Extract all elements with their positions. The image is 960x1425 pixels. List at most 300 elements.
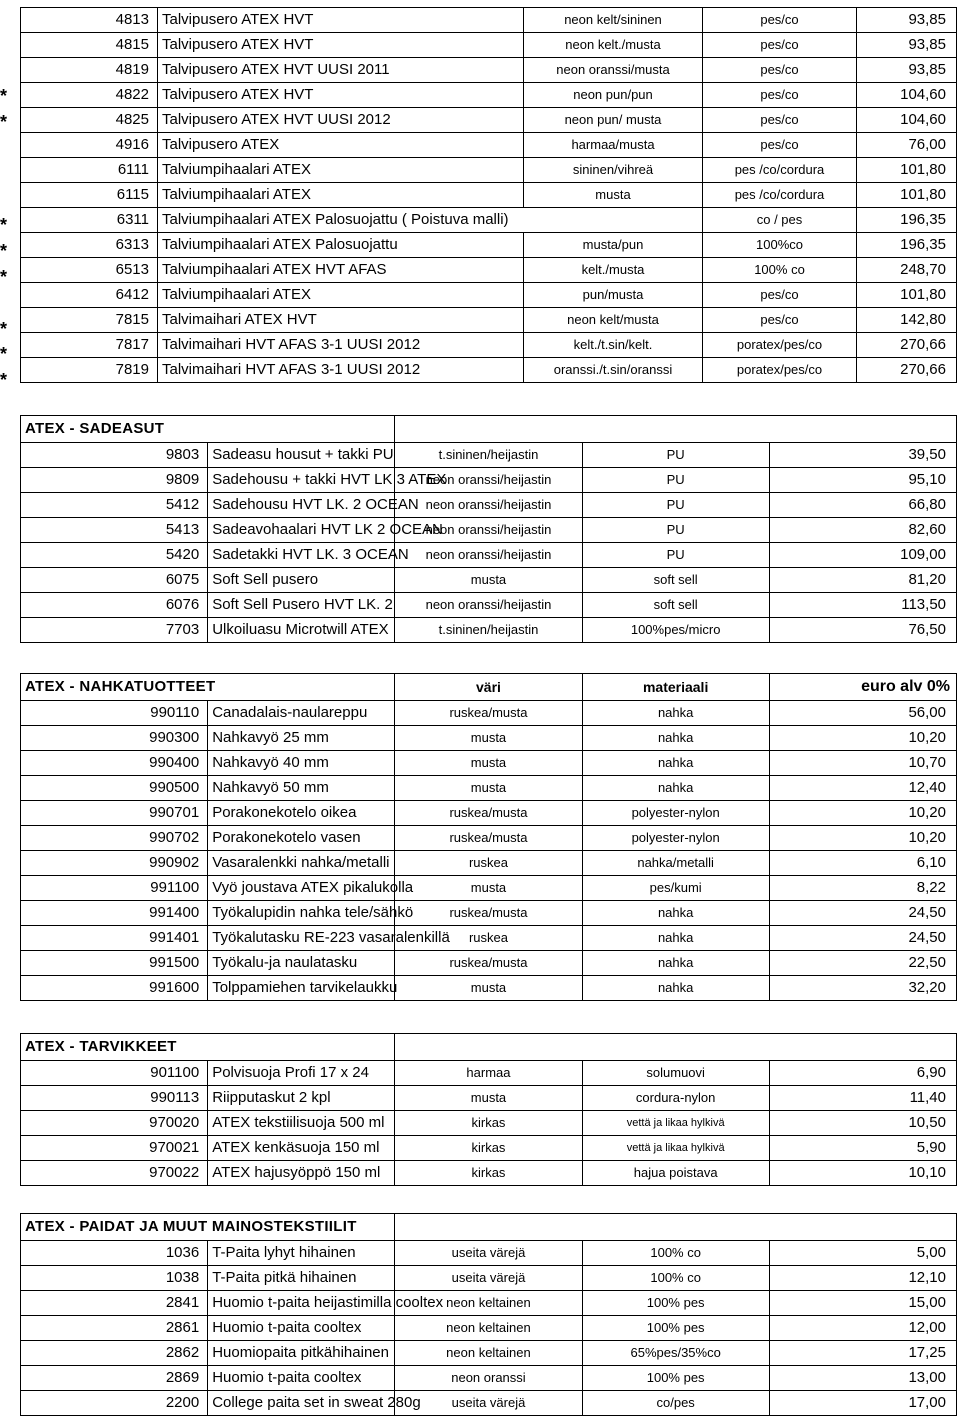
product-price: 24,50 [769, 926, 956, 951]
product-name: Huomio t-paita cooltex [208, 1316, 395, 1341]
product-price: 5,90 [769, 1136, 956, 1161]
table-row [21, 593, 957, 618]
product-material: 100% co [582, 1241, 769, 1266]
product-code: 990110 [21, 701, 208, 726]
section-header-row [21, 1214, 957, 1241]
product-name: Sadehousu + takki HVT LK 3 ATEX [208, 468, 395, 493]
product-name: Nahkavyö 40 mm [208, 751, 395, 776]
product-material: co / pes [703, 208, 857, 233]
marker-asterisk: * [0, 112, 8, 133]
product-price: 93,85 [857, 33, 957, 58]
product-code: 6111 [21, 158, 158, 183]
table-row [21, 518, 957, 543]
product-color: t.sininen/heijastin [395, 618, 582, 643]
table-row [21, 1086, 957, 1111]
top-table [20, 7, 957, 383]
product-code: 990701 [21, 801, 208, 826]
product-color: useita värejä [395, 1241, 582, 1266]
product-code: 5420 [21, 543, 208, 568]
product-color: ruskea/musta [395, 826, 582, 851]
product-color: ruskea/musta [395, 901, 582, 926]
product-material: PU [582, 468, 769, 493]
product-code: 7703 [21, 618, 208, 643]
product-material: PU [582, 543, 769, 568]
product-material: soft sell [582, 593, 769, 618]
product-name: Talviumpihaalari ATEX [158, 183, 524, 208]
table-row [21, 258, 957, 283]
table-row [21, 1161, 957, 1186]
product-name: Työkalu-ja naulatasku [208, 951, 395, 976]
product-color: musta [395, 568, 582, 593]
product-price: 39,50 [769, 443, 956, 468]
table-row [21, 1111, 957, 1136]
table-row [21, 1136, 957, 1161]
product-color: neon keltainen [395, 1316, 582, 1341]
table-row [21, 726, 957, 751]
product-material: nahka [582, 776, 769, 801]
product-material: pes/co [703, 58, 857, 83]
paidat-table [20, 1213, 957, 1416]
product-code: 6513 [21, 258, 158, 283]
product-code: 991401 [21, 926, 208, 951]
product-name: College paita set in sweat 280g [208, 1391, 395, 1416]
section-header-row [21, 416, 957, 443]
product-material: nahka [582, 951, 769, 976]
product-material: poratex/pes/co [703, 333, 857, 358]
product-price: 6,90 [769, 1061, 956, 1086]
product-name: Talvipusero ATEX [158, 133, 524, 158]
product-price: 76,00 [857, 133, 957, 158]
product-code: 4916 [21, 133, 158, 158]
product-name: Canadalais-naulareppu [208, 701, 395, 726]
table-row [21, 233, 957, 258]
product-name: Huomio t-paita heijastimilla cooltex [208, 1291, 395, 1316]
table-row [21, 1391, 957, 1416]
table-row [21, 826, 957, 851]
product-price: 196,35 [857, 233, 957, 258]
product-code: 9803 [21, 443, 208, 468]
product-material: vettä ja likaa hylkivä [582, 1111, 769, 1136]
product-material: nahka [582, 726, 769, 751]
product-color: neon oranssi [395, 1366, 582, 1391]
product-name: Sadeasu housut + takki PU [208, 443, 395, 468]
product-color: neon oranssi/musta [524, 58, 703, 83]
product-price: 10,20 [769, 801, 956, 826]
table-row [21, 183, 957, 208]
product-name: Talvimaihari HVT AFAS 3-1 UUSI 2012 [158, 358, 524, 383]
product-name: Porakonekotelo vasen [208, 826, 395, 851]
product-color: musta/pun [524, 233, 703, 258]
product-price: 270,66 [857, 333, 957, 358]
product-price: 248,70 [857, 258, 957, 283]
product-price: 101,80 [857, 158, 957, 183]
product-color: neon kelt./musta [524, 33, 703, 58]
product-material: vettä ja likaa hylkivä [582, 1136, 769, 1161]
table-row [21, 543, 957, 568]
product-name: Nahkavyö 25 mm [208, 726, 395, 751]
product-price: 5,00 [769, 1241, 956, 1266]
table-row [21, 208, 957, 233]
product-name: Tolppamiehen tarvikelaukku [208, 976, 395, 1001]
product-code: 6311 [21, 208, 158, 233]
product-name: Talvipusero ATEX HVT [158, 8, 524, 33]
product-color: neon oranssi/heijastin [395, 543, 582, 568]
table-row [21, 443, 957, 468]
product-color: neon pun/pun [524, 83, 703, 108]
product-name: Vyö joustava ATEX pikalukolla [208, 876, 395, 901]
product-name: T-Paita lyhyt hihainen [208, 1241, 395, 1266]
product-price: 11,40 [769, 1086, 956, 1111]
product-color: kirkas [395, 1136, 582, 1161]
product-price: 12,00 [769, 1316, 956, 1341]
product-material: poratex/pes/co [703, 358, 857, 383]
table-row [21, 33, 957, 58]
product-name: Talvimaihari ATEX HVT [158, 308, 524, 333]
product-code: 1038 [21, 1266, 208, 1291]
product-price: 76,50 [769, 618, 956, 643]
table-row [21, 1366, 957, 1391]
product-name: Vasaralenkki nahka/metalli [208, 851, 395, 876]
product-material: nahka/metalli [582, 851, 769, 876]
section-title-fill [395, 1214, 957, 1241]
product-price: 113,50 [769, 593, 956, 618]
product-code: 2841 [21, 1291, 208, 1316]
product-name: Soft Sell pusero [208, 568, 395, 593]
table-row [21, 1316, 957, 1341]
table-row [21, 976, 957, 1001]
product-name: ATEX kenkäsuoja 150 ml [208, 1136, 395, 1161]
table-row [21, 901, 957, 926]
product-material: nahka [582, 751, 769, 776]
product-name: ATEX hajusyöppö 150 ml [208, 1161, 395, 1186]
product-material: 100% pes [582, 1291, 769, 1316]
product-code: 2200 [21, 1391, 208, 1416]
product-color: musta [395, 976, 582, 1001]
table-row [21, 1291, 957, 1316]
product-code: 4815 [21, 33, 158, 58]
product-material: pes/co [703, 33, 857, 58]
product-color: musta [524, 183, 703, 208]
section-title: ATEX - TARVIKKEET [21, 1034, 395, 1061]
product-name: Nahkavyö 50 mm [208, 776, 395, 801]
product-name: Talvipusero ATEX HVT UUSI 2012 [158, 108, 524, 133]
product-code: 4825 [21, 108, 158, 133]
product-code: 5413 [21, 518, 208, 543]
product-color: kirkas [395, 1161, 582, 1186]
product-color: musta [395, 726, 582, 751]
product-color: musta [395, 1086, 582, 1111]
product-code: 7817 [21, 333, 158, 358]
product-price: 101,80 [857, 183, 957, 208]
product-code: 990113 [21, 1086, 208, 1111]
product-code: 990400 [21, 751, 208, 776]
product-code: 990500 [21, 776, 208, 801]
product-color: musta [395, 776, 582, 801]
product-code: 7819 [21, 358, 158, 383]
product-price: 12,10 [769, 1266, 956, 1291]
product-name: Sadehousu HVT LK. 2 OCEAN [208, 493, 395, 518]
table-row [21, 8, 957, 33]
product-price: 196,35 [857, 208, 957, 233]
table-row [21, 1061, 957, 1086]
table-row [21, 568, 957, 593]
product-name: Huomiopaita pitkähihainen [208, 1341, 395, 1366]
color-column-header: väri [395, 674, 582, 701]
product-name: Talviumpihaalari ATEX Palosuojattu ( Poistuva malli) [158, 208, 703, 233]
product-color: neon kelt/sininen [524, 8, 703, 33]
product-color: neon pun/ musta [524, 108, 703, 133]
table-row [21, 493, 957, 518]
product-price: 10,50 [769, 1111, 956, 1136]
table-row [21, 751, 957, 776]
section-title: ATEX - SADEASUT [21, 416, 395, 443]
product-name: Työkalupidin nahka tele/sähkö [208, 901, 395, 926]
product-color: neon keltainen [395, 1291, 582, 1316]
marker-asterisk: * [0, 215, 8, 236]
product-color: sininen/vihreä [524, 158, 703, 183]
table-row [21, 308, 957, 333]
product-color: oranssi./t.sin/oranssi [524, 358, 703, 383]
section-title: ATEX - NAHKATUOTTEET [21, 674, 395, 701]
table-row [21, 618, 957, 643]
section-header-row [21, 1034, 957, 1061]
product-material: cordura-nylon [582, 1086, 769, 1111]
product-code: 990902 [21, 851, 208, 876]
product-material: 100% pes [582, 1366, 769, 1391]
table-row [21, 701, 957, 726]
product-price: 8,22 [769, 876, 956, 901]
product-color: useita värejä [395, 1266, 582, 1291]
product-material: 100%co [703, 233, 857, 258]
table-row [21, 158, 957, 183]
product-material: nahka [582, 701, 769, 726]
section-title-fill [395, 416, 957, 443]
product-price: 66,80 [769, 493, 956, 518]
product-price: 17,25 [769, 1341, 956, 1366]
section-title-fill [395, 1034, 957, 1061]
product-color: pun/musta [524, 283, 703, 308]
product-price: 81,20 [769, 568, 956, 593]
table-row [21, 283, 957, 308]
product-price: 82,60 [769, 518, 956, 543]
product-code: 6412 [21, 283, 158, 308]
table-row [21, 83, 957, 108]
product-code: 991500 [21, 951, 208, 976]
product-price: 13,00 [769, 1366, 956, 1391]
table-row [21, 851, 957, 876]
product-material: pes/co [703, 83, 857, 108]
section-header-row [21, 674, 957, 701]
product-color: musta [395, 876, 582, 901]
product-color: kelt./musta [524, 258, 703, 283]
product-color: kirkas [395, 1111, 582, 1136]
product-name: Talvimaihari HVT AFAS 3-1 UUSI 2012 [158, 333, 524, 358]
table-row [21, 468, 957, 493]
nahka-table [20, 673, 957, 1001]
product-material: hajua poistava [582, 1161, 769, 1186]
product-material: pes/co [703, 133, 857, 158]
product-price: 32,20 [769, 976, 956, 1001]
product-code: 991400 [21, 901, 208, 926]
product-price: 93,85 [857, 8, 957, 33]
product-material: 100% co [582, 1266, 769, 1291]
product-name: Talviumpihaalari ATEX Palosuojattu [158, 233, 524, 258]
product-price: 142,80 [857, 308, 957, 333]
tarvikkeet-table [20, 1033, 957, 1186]
product-code: 970020 [21, 1111, 208, 1136]
product-code: 990702 [21, 826, 208, 851]
product-code: 991100 [21, 876, 208, 901]
table-row [21, 1341, 957, 1366]
product-name: Riipputaskut 2 kpl [208, 1086, 395, 1111]
product-code: 6115 [21, 183, 158, 208]
product-material: pes /co/cordura [703, 183, 857, 208]
product-code: 970022 [21, 1161, 208, 1186]
product-price: 6,10 [769, 851, 956, 876]
product-color: kelt./t.sin/kelt. [524, 333, 703, 358]
product-code: 4819 [21, 58, 158, 83]
product-code: 2869 [21, 1366, 208, 1391]
section-title: ATEX - PAIDAT JA MUUT MAINOSTEKSTIILIT [21, 1214, 395, 1241]
product-price: 109,00 [769, 543, 956, 568]
product-price: 93,85 [857, 58, 957, 83]
product-code: 2862 [21, 1341, 208, 1366]
table-row [21, 358, 957, 383]
product-price: 22,50 [769, 951, 956, 976]
product-material: 100% co [703, 258, 857, 283]
product-color: neon oranssi/heijastin [395, 593, 582, 618]
product-material: 100%pes/micro [582, 618, 769, 643]
table-row [21, 876, 957, 901]
product-color: musta [395, 751, 582, 776]
product-name: Talvipusero ATEX HVT [158, 33, 524, 58]
product-price: 17,00 [769, 1391, 956, 1416]
product-material: PU [582, 518, 769, 543]
product-code: 970021 [21, 1136, 208, 1161]
table-row [21, 776, 957, 801]
product-name: Työkalutasku RE-223 vasaralenkillä [208, 926, 395, 951]
product-color: ruskea/musta [395, 801, 582, 826]
product-material: pes /co/cordura [703, 158, 857, 183]
marker-asterisk: * [0, 241, 8, 262]
product-name: Talviumpihaalari ATEX [158, 158, 524, 183]
product-material: pes/co [703, 108, 857, 133]
product-price: 104,60 [857, 83, 957, 108]
product-price: 104,60 [857, 108, 957, 133]
product-price: 56,00 [769, 701, 956, 726]
product-color: neon oranssi/heijastin [395, 518, 582, 543]
product-code: 7815 [21, 308, 158, 333]
product-material: nahka [582, 976, 769, 1001]
product-code: 6076 [21, 593, 208, 618]
product-material: pes/co [703, 8, 857, 33]
product-price: 10,10 [769, 1161, 956, 1186]
product-price: 95,10 [769, 468, 956, 493]
product-color: neon kelt/musta [524, 308, 703, 333]
table-row [21, 133, 957, 158]
product-price: 10,20 [769, 826, 956, 851]
product-price: 12,40 [769, 776, 956, 801]
product-name: T-Paita pitkä hihainen [208, 1266, 395, 1291]
product-color: harmaa/musta [524, 133, 703, 158]
marker-asterisk: * [0, 344, 8, 365]
product-material: polyester-nylon [582, 801, 769, 826]
table-row [21, 333, 957, 358]
product-material: pes/co [703, 283, 857, 308]
product-material: co/pes [582, 1391, 769, 1416]
marker-asterisk: * [0, 267, 8, 287]
product-material: PU [582, 493, 769, 518]
product-material: 100% pes [582, 1316, 769, 1341]
product-price: 24,50 [769, 901, 956, 926]
product-code: 9809 [21, 468, 208, 493]
product-code: 5412 [21, 493, 208, 518]
table-row [21, 1241, 957, 1266]
product-code: 1036 [21, 1241, 208, 1266]
product-code: 6313 [21, 233, 158, 258]
product-code: 901100 [21, 1061, 208, 1086]
product-name: Sadeavohaalari HVT LK 2 OCEAN [208, 518, 395, 543]
product-color: useita värejä [395, 1391, 582, 1416]
product-code: 4822 [21, 83, 158, 108]
product-price: 270,66 [857, 358, 957, 383]
product-material: nahka [582, 901, 769, 926]
product-material: 65%pes/35%co [582, 1341, 769, 1366]
product-name: Talviumpihaalari ATEX [158, 283, 524, 308]
product-price: 10,70 [769, 751, 956, 776]
product-code: 4813 [21, 8, 158, 33]
product-name: Sadetakki HVT LK. 3 OCEAN [208, 543, 395, 568]
product-color: neon oranssi/heijastin [395, 493, 582, 518]
product-material: polyester-nylon [582, 826, 769, 851]
product-name: Huomio t-paita cooltex [208, 1366, 395, 1391]
product-color: ruskea [395, 926, 582, 951]
product-material: pes/co [703, 308, 857, 333]
product-name: Ulkoiluasu Microtwill ATEX [208, 618, 395, 643]
product-name: Porakonekotelo oikea [208, 801, 395, 826]
price-column-header: euro alv 0% [769, 674, 956, 701]
table-row [21, 58, 957, 83]
product-material: soft sell [582, 568, 769, 593]
table-row [21, 108, 957, 133]
product-name: Talvipusero ATEX HVT [158, 83, 524, 108]
product-code: 2861 [21, 1316, 208, 1341]
product-color: ruskea/musta [395, 701, 582, 726]
marker-asterisk: * [0, 318, 8, 339]
product-code: 991600 [21, 976, 208, 1001]
material-column-header: materiaali [582, 674, 769, 701]
product-material: solumuovi [582, 1061, 769, 1086]
marker-asterisk: * [0, 370, 8, 391]
sadeasut-table [20, 415, 957, 643]
product-name: Soft Sell Pusero HVT LK. 2 [208, 593, 395, 618]
product-color: ruskea/musta [395, 951, 582, 976]
product-color: ruskea [395, 851, 582, 876]
product-color: neon oranssi/heijastin [395, 468, 582, 493]
product-price: 15,00 [769, 1291, 956, 1316]
product-material: nahka [582, 926, 769, 951]
table-row [21, 951, 957, 976]
table-row [21, 926, 957, 951]
product-material: PU [582, 443, 769, 468]
product-price: 10,20 [769, 726, 956, 751]
product-color: neon keltainen [395, 1341, 582, 1366]
product-color: harmaa [395, 1061, 582, 1086]
product-name: Polvisuoja Profi 17 x 24 [208, 1061, 395, 1086]
product-name: Talvipusero ATEX HVT UUSI 2011 [158, 58, 524, 83]
product-code: 990300 [21, 726, 208, 751]
marker-asterisk: * [0, 86, 8, 107]
